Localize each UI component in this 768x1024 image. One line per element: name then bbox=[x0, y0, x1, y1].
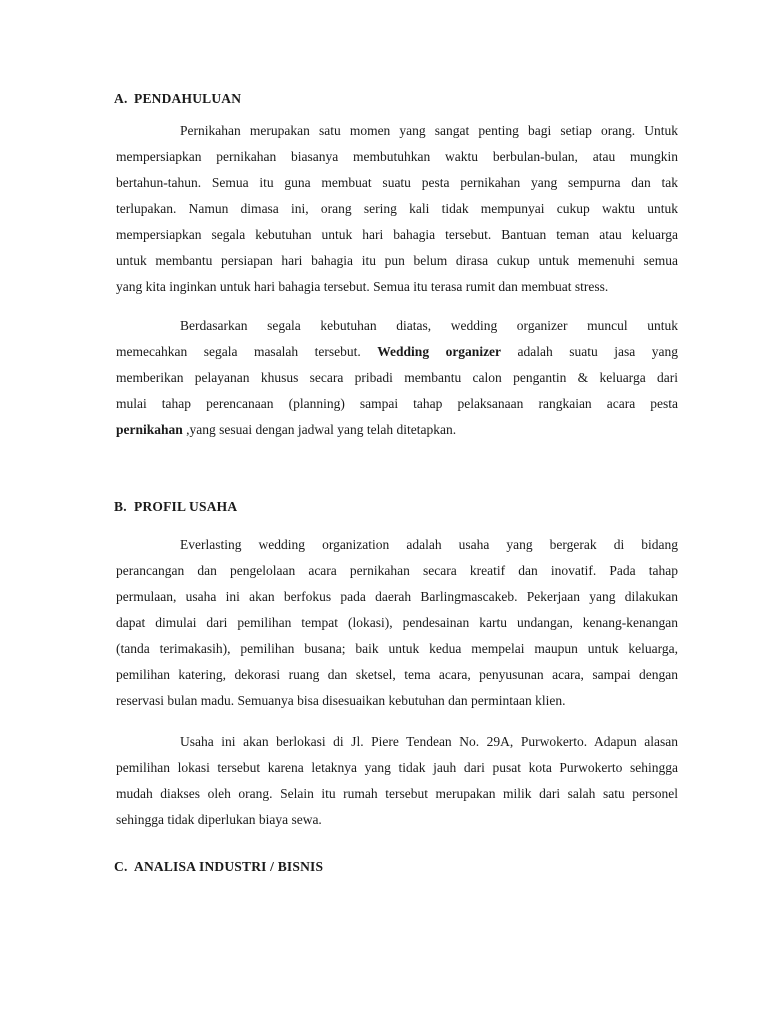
paragraph-line: yang kita inginkan untuk hari bahagia tersebut. Semua itu terasa rumit dan membuat stress. bbox=[116, 279, 609, 294]
paragraph-line: terlupakan. Namun dimasa ini, orang sering kali tidak mempunyai cukup waktu untuk bbox=[116, 201, 678, 216]
paragraph-line: mempersiapkan pernikahan biasanya membutuhkan waktu berbulan-bulan, atau mungkin bbox=[116, 149, 678, 164]
paragraph-line: memecahkan segala masalah tersebut. Wedding organizer adalah suatu jasa yang bbox=[116, 344, 678, 359]
paragraph-line: perancangan dan pengelolaan acara pernikahan secara kreatif dan inovatif. Pada tahap bbox=[116, 563, 678, 578]
paragraph-b2 bbox=[116, 729, 678, 833]
section-heading-a bbox=[114, 91, 241, 107]
paragraph-line: Berdasarkan segala kebutuhan diatas, wedding organizer muncul untuk bbox=[180, 318, 678, 333]
section-title: PENDAHULUAN bbox=[134, 91, 242, 106]
paragraph-a2 bbox=[116, 313, 678, 443]
section-heading-c bbox=[114, 859, 323, 875]
paragraph-line: pernikahan ,yang sesuai dengan jadwal yang telah ditetapkan. bbox=[116, 422, 457, 437]
paragraph-line: Usaha ini akan berlokasi di Jl. Piere Tendean No. 29A, Purwokerto. Adapun alasan bbox=[180, 734, 678, 749]
bold-term: Wedding organizer bbox=[377, 344, 502, 359]
paragraph-line: mempersiapkan segala kebutuhan untuk hari bahagia tersebut. Bantuan teman atau keluarga bbox=[116, 227, 678, 242]
paragraph-a1 bbox=[116, 118, 678, 300]
paragraph-line: reservasi bulan madu. Semuanya bisa disesuaikan kebutuhan dan permintaan klien. bbox=[116, 693, 566, 708]
paragraph-b1 bbox=[116, 532, 678, 714]
paragraph-line: sehingga tidak diperlukan biaya sewa. bbox=[116, 812, 322, 827]
section-letter: C. bbox=[114, 859, 128, 874]
section-letter: B. bbox=[114, 499, 127, 514]
paragraph-line: bertahun-tahun. Semua itu guna membuat suatu pesta pernikahan yang sempurna dan tak bbox=[116, 175, 678, 190]
paragraph-line: (tanda terimakasih), pemilihan busana; baik untuk kedua mempelai maupun untuk keluarga, bbox=[116, 641, 678, 656]
section-title: PROFIL USAHA bbox=[134, 499, 238, 514]
paragraph-line: pemilihan katering, dekorasi ruang dan sketsel, tema acara, penyusunan acara, sampai dengan bbox=[116, 667, 678, 682]
bold-term: pernikahan bbox=[116, 422, 183, 437]
paragraph-line: Pernikahan merupakan satu momen yang sangat penting bagi setiap orang. Untuk bbox=[180, 123, 678, 138]
paragraph-line: untuk membantu persiapan hari bahagia itu pun belum dirasa cukup untuk memenuhi semua bbox=[116, 253, 678, 268]
section-letter: A. bbox=[114, 91, 128, 106]
paragraph-line: mulai tahap perencanaan (planning) sampai tahap pelaksanaan rangkaian acara pesta bbox=[116, 396, 678, 411]
paragraph-line: mudah diakses oleh orang. Selain itu rumah tersebut merupakan milik dari salah satu personel bbox=[116, 786, 678, 801]
paragraph-line: pemilihan lokasi tersebut karena letaknya yang tidak jauh dari pusat kota Purwokerto sehingga bbox=[116, 760, 678, 775]
section-title: ANALISA INDUSTRI / BISNIS bbox=[134, 859, 324, 874]
paragraph-line: dapat dimulai dari pemilihan tempat (lokasi), pendesainan kartu undangan, kenang-kenangan bbox=[116, 615, 678, 630]
section-heading-b bbox=[114, 499, 237, 515]
paragraph-line: permulaan, usaha ini akan berfokus pada daerah Barlingmascakeb. Pekerjaan yang dilakukan bbox=[116, 589, 678, 604]
paragraph-line: Everlasting wedding organization adalah usaha yang bergerak di bidang bbox=[180, 537, 678, 552]
paragraph-line: memberikan pelayanan khusus secara pribadi membantu calon pengantin & keluarga dari bbox=[116, 370, 678, 385]
